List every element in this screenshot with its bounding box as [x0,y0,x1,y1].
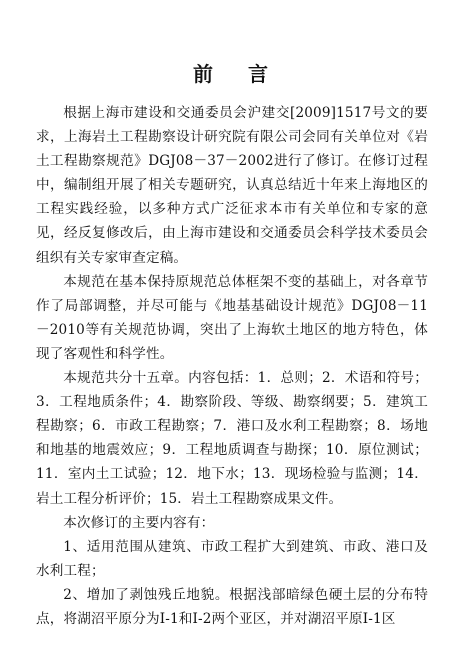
paragraph-4: 本次修订的主要内容有： [63,514,215,531]
paragraph-6: 2、增加了剥蚀残丘地貌。根据浅部暗绿色硬土层的分布特点，将湖沼平原分为Ⅰ-1和Ⅰ-2两个亚区，并对湖沼平原Ⅰ-1区 [36,586,428,627]
paragraph-2: 本规范在基本保持原规范总体框架不变的基础上，对各章节作了局部调整，并尽可能与《地基基础设计规范》DGJ08－11－2010等有关规范协调，突出了上海软土地区的地方特色，体现了客观性和科学性。 [36,273,428,362]
paragraph-3: 本规范共分十五章。内容包括：1．总则；2．术语和符号；3．工程地质条件；4．勘察阶段、等级、勘察纲要；5．建筑工程勘察；6．市政工程勘察；7．港口及水利工程勘察；8．场地和地基的地震效应；9．工程地质调查与勘探；10．原位测试；11．室内土工试验；12．地下水；13．现场检验与监测；14．岩土工程分析评价；15．岩土工程勘察成果文件。 [36,370,428,507]
preface-body [36,101,428,649]
page-title: 前 言 [193,62,282,86]
paragraph-1: 根据上海市建设和交通委员会沪建交[2009]1517号文的要求，上海岩土工程勘察设计研究院有限公司会同有关单位对《岩土工程勘察规范》DGJ08－37－2002进行了修订。在修订过程中，编制组开展了相关专题研究，认真总结近十年来上海地区的工程实践经验，以多种方式广泛征求本市有关单位和专家的意见，经反复修改后，由上海市建设和交通委员会科学技术委员会组织有关专家审查定稿。 [36,105,428,266]
paragraph-5: 1、适用范围从建筑、市政工程扩大到建筑、市政、港口及水利工程； [36,538,428,579]
